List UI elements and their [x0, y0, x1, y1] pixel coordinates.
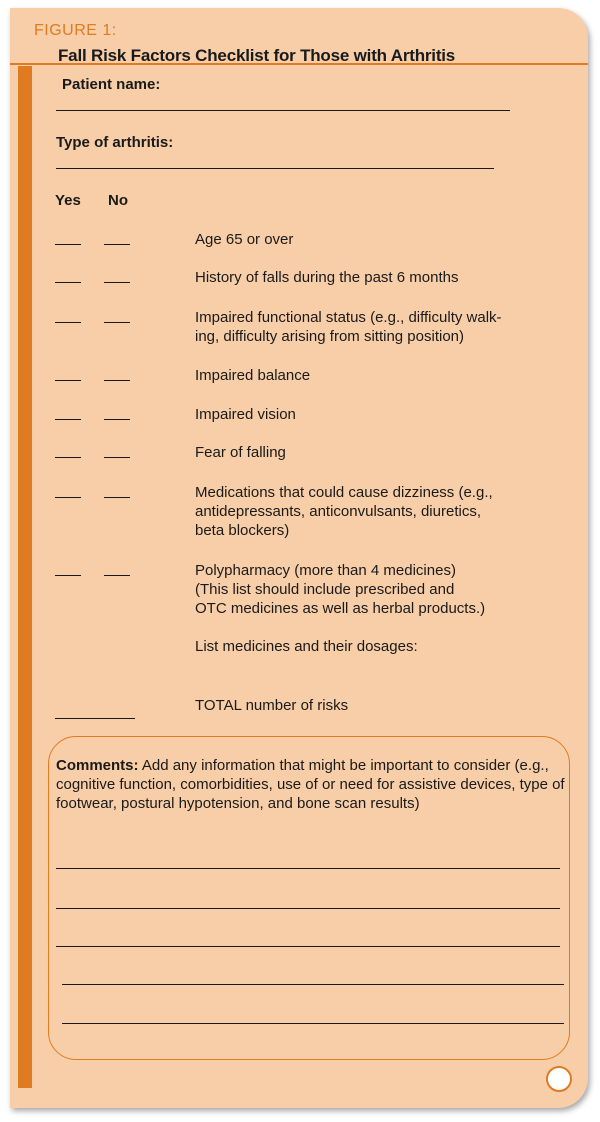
punch-hole [546, 1066, 572, 1092]
no-blank[interactable] [104, 244, 130, 245]
yes-blank[interactable] [55, 419, 81, 420]
comment-line[interactable] [56, 908, 560, 909]
item-text: Impaired balance [195, 367, 311, 384]
no-blank[interactable] [104, 575, 130, 576]
total-risks-field[interactable] [55, 718, 135, 719]
item-text: Medications that could cause dizziness (e.g., antidepressants, anticonvulsants, diuretics, beta blockers) [195, 484, 493, 539]
yes-column-header: Yes [55, 192, 81, 209]
item-text: Impaired vision [195, 406, 296, 423]
no-column-header: No [108, 192, 128, 209]
comment-line[interactable] [56, 946, 560, 947]
yes-blank[interactable] [55, 497, 81, 498]
accent-sidebar [18, 66, 32, 1088]
yes-blank[interactable] [55, 244, 81, 245]
yes-blank[interactable] [55, 457, 81, 458]
item-text: Polypharmacy (more than 4 medicines) (This list should include prescribed and OTC medicines as well as herbal products.) [195, 562, 486, 617]
item-text: Age 65 or over [195, 231, 294, 248]
no-blank[interactable] [104, 497, 130, 498]
arthritis-type-label: Type of arthritis: [56, 134, 174, 151]
comments-text: Add any information that might be important to consider (e.g., cognitive function, comorbidities, use of or need for assistive devices, type of footwear, postural hypotension, and bone scan results) [56, 757, 565, 812]
item-text: Impaired functional status (e.g., difficulty walk- ing, difficulty arising from sitting position) [195, 309, 502, 345]
comments-instructions [56, 756, 568, 813]
checklist-card [10, 8, 588, 1108]
page-title: Fall Risk Factors Checklist for Those with Arthritis [58, 46, 456, 65]
total-risks-label: TOTAL number of risks [195, 697, 349, 714]
no-blank[interactable] [104, 419, 130, 420]
item-text: History of falls during the past 6 months [195, 269, 459, 286]
no-blank[interactable] [104, 457, 130, 458]
yes-blank[interactable] [55, 282, 81, 283]
no-blank[interactable] [104, 282, 130, 283]
comment-line[interactable] [56, 868, 560, 869]
comments-label: Comments: [56, 757, 139, 774]
patient-name-label: Patient name: [62, 76, 161, 93]
yes-blank[interactable] [55, 575, 81, 576]
no-blank[interactable] [104, 380, 130, 381]
comment-line[interactable] [62, 1023, 564, 1024]
patient-name-field[interactable] [56, 110, 510, 111]
comment-line[interactable] [62, 984, 564, 985]
figure-label: FIGURE 1: [34, 22, 117, 39]
item-text: Fear of falling [195, 444, 286, 461]
yes-blank[interactable] [55, 322, 81, 323]
no-blank[interactable] [104, 322, 130, 323]
medicines-list-prompt: List medicines and their dosages: [195, 638, 418, 655]
arthritis-type-field[interactable] [56, 168, 494, 169]
yes-blank[interactable] [55, 380, 81, 381]
